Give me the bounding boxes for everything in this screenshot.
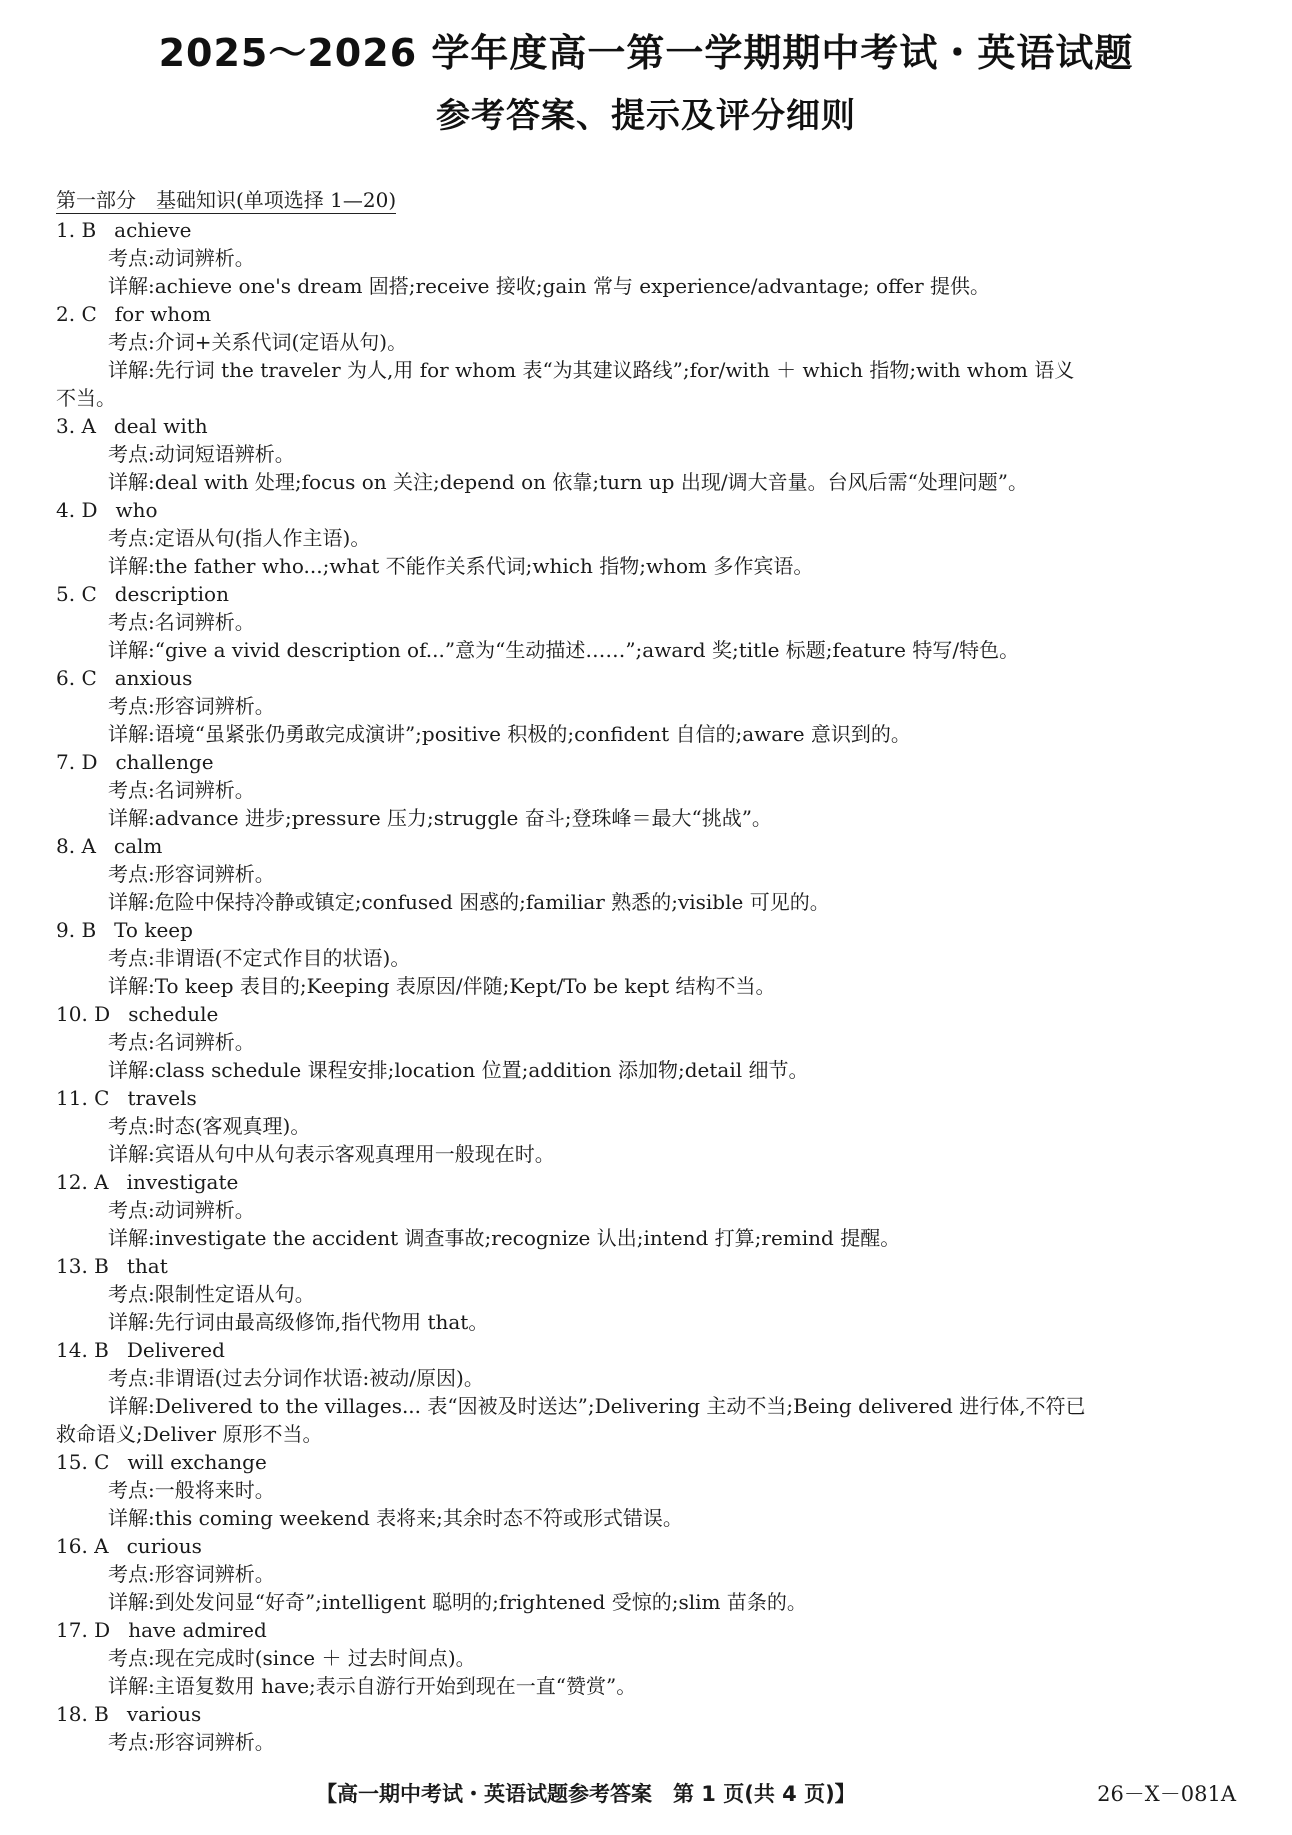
question-header (56, 832, 1236, 860)
question-detail: 详解:To keep 表目的;Keeping 表原因/伴随;Kept/To be kept 结构不当。 (108, 974, 776, 998)
question-header (56, 1084, 1236, 1112)
section-heading: 第一部分 基础知识(单项选择 1—20) (56, 188, 397, 212)
question-answer: schedule (128, 1002, 219, 1026)
question-answer: anxious (114, 666, 193, 690)
question-point: 考点:一般将来时。 (108, 1478, 275, 1502)
question-answer: description (114, 582, 229, 606)
question-detail: 详解:advance 进步;pressure 压力;struggle 奋斗;登珠峰＝最大“挑战”。 (108, 806, 772, 830)
question-item (56, 916, 1236, 1000)
question-number: 5. C (56, 582, 97, 606)
question-point: 考点:形容词辨析。 (108, 862, 275, 886)
question-header (56, 1700, 1236, 1728)
question-header (56, 412, 1236, 440)
question-point: 考点:限制性定语从句。 (108, 1282, 315, 1306)
question-item (56, 1700, 1236, 1756)
question-number: 2. C (56, 302, 97, 326)
page-title: 2025～2026 学年度高一第一学期期中考试・英语试题 (158, 31, 1134, 75)
question-point: 考点:形容词辨析。 (108, 1730, 275, 1754)
question-answer: who (115, 498, 158, 522)
question-number: 11. C (56, 1086, 110, 1110)
question-item (56, 1084, 1236, 1168)
question-number: 17. D (56, 1618, 111, 1642)
question-answer: for whom (114, 302, 212, 326)
question-point: 考点:非谓语(不定式作目的状语)。 (108, 946, 411, 970)
question-number: 7. D (56, 750, 98, 774)
question-detail: 详解:investigate the accident 调查事故;recognize 认出;intend 打算;remind 提醒。 (108, 1226, 901, 1250)
question-point: 考点:定语从句(指人作主语)。 (108, 526, 371, 550)
question-number: 16. A (56, 1534, 109, 1558)
question-number: 3. A (56, 414, 96, 438)
question-detail: 详解:this coming weekend 表将来;其余时态不符或形式错误。 (108, 1506, 683, 1530)
question-header (56, 1252, 1236, 1280)
question-header (56, 496, 1236, 524)
question-answer: have admired (128, 1618, 267, 1642)
footer-code: 26－X－081A (1097, 1782, 1236, 1806)
question-answer: investigate (126, 1170, 239, 1194)
question-number: 8. A (56, 834, 96, 858)
question-item (56, 1448, 1236, 1532)
question-header (56, 216, 1236, 244)
question-detail: 救命语义;Deliver 原形不当。 (56, 1422, 323, 1446)
question-answer: To keep (114, 918, 193, 942)
question-item (56, 1000, 1236, 1084)
question-header (56, 1000, 1236, 1028)
question-header (56, 300, 1236, 328)
page-subtitle: 参考答案、提示及评分细则 (436, 96, 856, 136)
question-detail: 详解:the father who...;what 不能作关系代词;which 指物;whom 多作宾语。 (108, 554, 814, 578)
question-number: 10. D (56, 1002, 111, 1026)
question-detail: 详解:achieve one's dream 固搭;receive 接收;gain 常与 experience/advantage; offer 提供。 (108, 274, 991, 298)
question-point: 考点:动词辨析。 (108, 1198, 255, 1222)
question-point: 考点:时态(客观真理)。 (108, 1114, 311, 1138)
question-detail: 详解:语境“虽紧张仍勇敢完成演讲”;positive 积极的;confident 自信的;aware 意识到的。 (108, 722, 911, 746)
question-point: 考点:形容词辨析。 (108, 1562, 275, 1586)
question-point: 考点:名词辨析。 (108, 1030, 255, 1054)
question-number: 14. B (56, 1338, 109, 1362)
question-item (56, 832, 1236, 916)
question-list (56, 216, 1236, 1756)
question-detail: 详解:class schedule 课程安排;location 位置;addition 添加物;detail 细节。 (108, 1058, 809, 1082)
question-header (56, 1336, 1236, 1364)
question-answer: challenge (115, 750, 214, 774)
question-point: 考点:非谓语(过去分词作状语:被动/原因)。 (108, 1366, 484, 1390)
question-detail: 详解:Delivered to the villages... 表“因被及时送达”;Delivering 主动不当;Being delivered 进行体,不符已 (108, 1394, 1086, 1418)
question-answer: achieve (114, 218, 192, 242)
question-number: 13. B (56, 1254, 109, 1278)
question-point: 考点:动词短语辨析。 (108, 442, 295, 466)
question-item (56, 216, 1236, 300)
question-item (56, 412, 1236, 496)
question-header (56, 916, 1236, 944)
question-header (56, 580, 1236, 608)
question-item (56, 1252, 1236, 1336)
question-number: 6. C (56, 666, 97, 690)
question-answer: various (126, 1702, 202, 1726)
question-point: 考点:形容词辨析。 (108, 694, 275, 718)
question-number: 4. D (56, 498, 98, 522)
footer-page-info: 【高一期中考试・英语试题参考答案 第 1 页(共 4 页)】 (316, 1782, 856, 1806)
question-number: 1. B (56, 218, 97, 242)
question-point: 考点:现在完成时(since ＋ 过去时间点)。 (108, 1646, 476, 1670)
question-point: 考点:动词辨析。 (108, 246, 255, 270)
question-detail: 详解:deal with 处理;focus on 关注;depend on 依靠;turn up 出现/调大音量。台风后需“处理问题”。 (108, 470, 1029, 494)
question-header (56, 1616, 1236, 1644)
question-number: 15. C (56, 1450, 110, 1474)
question-point: 考点:名词辨析。 (108, 610, 255, 634)
question-answer: curious (126, 1534, 202, 1558)
question-header (56, 1168, 1236, 1196)
question-item (56, 748, 1236, 832)
question-detail: 不当。 (56, 386, 116, 410)
question-detail: 详解:到处发问显“好奇”;intelligent 聪明的;frightened 受惊的;slim 苗条的。 (108, 1590, 807, 1614)
question-answer: deal with (113, 414, 208, 438)
question-item (56, 1532, 1236, 1616)
question-answer: Delivered (126, 1338, 225, 1362)
question-item (56, 1168, 1236, 1252)
question-number: 12. A (56, 1170, 109, 1194)
question-header (56, 748, 1236, 776)
question-answer: travels (127, 1086, 197, 1110)
question-detail: 详解:先行词由最高级修饰,指代物用 that。 (108, 1310, 489, 1334)
question-answer: will exchange (127, 1450, 267, 1474)
question-item (56, 1336, 1236, 1448)
question-item (56, 1616, 1236, 1700)
question-detail: 详解:先行词 the traveler 为人,用 for whom 表“为其建议路线”;for/with ＋ which 指物;with whom 语义 (108, 358, 1075, 382)
question-answer: that (126, 1254, 168, 1278)
question-detail: 详解:宾语从句中从句表示客观真理用一般现在时。 (108, 1142, 555, 1166)
question-item (56, 580, 1236, 664)
question-item (56, 664, 1236, 748)
question-point: 考点:名词辨析。 (108, 778, 255, 802)
question-header (56, 1448, 1236, 1476)
question-answer: calm (113, 834, 163, 858)
question-number: 9. B (56, 918, 97, 942)
question-point: 考点:介词+关系代词(定语从句)。 (108, 330, 408, 354)
question-detail: 详解:“give a vivid description of...”意为“生动描述……”;award 奖;title 标题;feature 特写/特色。 (108, 638, 1020, 662)
question-number: 18. B (56, 1702, 109, 1726)
question-detail: 详解:危险中保持冷静或镇定;confused 困惑的;familiar 熟悉的;visible 可见的。 (108, 890, 830, 914)
question-header (56, 1532, 1236, 1560)
question-item (56, 496, 1236, 580)
question-item (56, 300, 1236, 412)
question-header (56, 664, 1236, 692)
question-detail: 详解:主语复数用 have;表示自游行开始到现在一直“赞赏”。 (108, 1674, 637, 1698)
answer-content (56, 186, 1236, 1756)
